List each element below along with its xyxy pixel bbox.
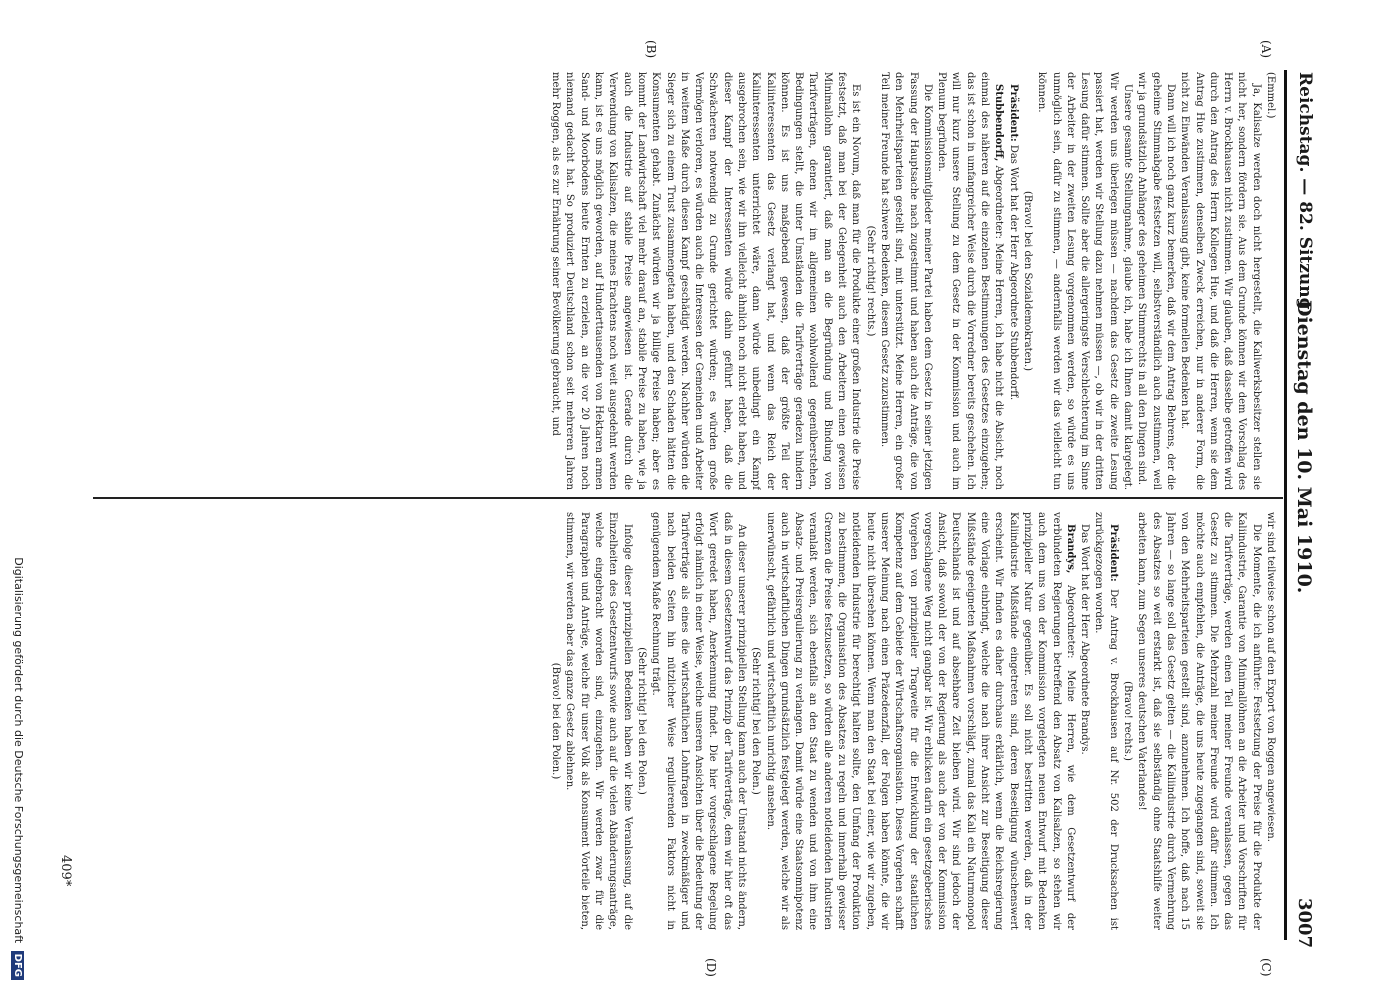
paragraph: Ja, Kalisalze werden doch nicht hergestellt, die Kaliwerksbesitzer stellen sie nicht her, sondern fördern sie. Aus dem Grunde können wir dem Vorschlag des Herrn v. Brockhausen nicht zustimmen. Wir glauben, daß dasselbe getroffen wird durch den Antrag des Herrn Kollegen Hue, und daß die Herren, wenn sie dem Antrag Hue zustimmen, denselben Zweck erreichen, nur in anderer Form, die nicht zu Einwänden Veranlassung gibt, keine formellen Bedenken hat. [1179,72,1262,490]
speech-opening [934,72,1005,490]
speaker-label: Präsident: [1107,524,1119,582]
left-text-column [87,72,1277,490]
speech-text: Meine Herren, ich habe nicht die Absicht, noch einmal des näheren auf die einzelnen Bestimmungen des Gesetzes einzugehen; das ist schon in umfangreicher Weise durch die Vorredner bereits geschehen. Ich will nur kurz unsere Stellung zu dem Gesetz in der Kommission und auch im Plenum begründen. [936,72,1005,490]
statement-text: Das Wort hat der Herr Abgeordnete Stubbendorff. [1007,144,1019,401]
statement-text: Der Antrag v. Brockhausen auf Nr. 502 der Drucksachen ist zurückgezogen worden. [1093,512,1119,930]
page-number: 3007 [1294,898,1315,949]
paragraph: Infolge dieser prinzipiellen Bedenken haben wir keine Veranlassung, auf die Einzelheiten des Gesetzentwurfs sowie auch auf die vielen Abänderungsanträge, welche eingebracht worden sind, einzugehen. Wir werden zwar für die Paragraphen und Anträge, welche für unser Volk als Konsument Vorteile bieten, stimmen, wir werden aber das ganze Gesetz ablehnen. [564,512,633,930]
margin-marker-c: (C) [1259,958,1273,977]
reaction-note: (Sehr richtig! rechts.) [864,225,876,337]
dfg-logo: DFG [11,951,24,980]
paragraph: Die Momente, die ich anführte: Festsetzung der Preise für die Produkte der Kaliindustrie, Garantie von Minimallöhnen an die Arbeiter und Vorschriften für die Tarifverträge, werden einen Teil meiner Freunde veranlassen, gegen das Gesetz zu stimmen. Die Mehrzahl meiner Freunde wird dafür stimmen. Ich möchte auch empfehlen, die Anträge, die uns heute zugegangen sind, soweit sie von den Mehrheitsparteien gestellt sind, anzunehmen. Ich hoffe, daß nach 15 Jahren — so lange soll das Gesetz gelten — die Kaliindustrie durch Vermehrung des Absatzes so weit erstarkt ist, daß sie selbständig ohne Staatshilfe weiter arbeiten kann, zum Segen unseres deutschen Vaterlandes! [1136,512,1262,930]
paragraph: Unsere gesamte Stellungnahme, glaube ich, habe ich Ihnen damit klargelegt. Wir werden uns überlegen müssen — nachdem das Gesetz die zweite Lesung passiert hat, werden wir Stellung dazu nehmen müssen —, ob wir in der dritten Lesung dafür stimmen. Sollte aber die allergeringste Verschlechterung im Sinne der Arbeiter in der zweiten Lesung vorgenommen werden, so würde es uns unmöglich sein, dafür zu stimmen, — andernfalls werden wir das vielleicht tun können. [1036,72,1134,490]
margin-marker-a: (A) [1259,40,1273,59]
paragraph: Die Kommissionsmitglieder meiner Partei haben dem Gesetz in seiner jetzigen Fassung der Hauptsache nach zugestimmt und haben auch die Anträge, die von den Mehrheitsparteien gestellt sind, mit unterstützt. Meine Herren, ein großer Teil meiner Freunde hat schwere Bedenken, diesem Gesetz zuzustimmen. [878,72,933,490]
paragraph: Dann will ich noch ganz kurz bemerken, daß wir dem Antrag Behrens, der die geheime Stimmabgabe festsetzen will, selbstverständlich auch zustimmen, weil wir ja grundsätzlich Anhänger des geheimen Stimmrechts in all den Dingen sind. [1136,72,1176,490]
reaction-note: (Bravo! rechts.) [1122,681,1134,761]
header-rule [1284,70,1287,940]
speaker-label: Präsident: [1007,84,1019,142]
column-divider [93,497,1283,499]
page-signature: 409* [58,855,73,887]
paragraph: An dieser unserer prinzipiellen Stellung kann auch der Umstand nichts ändern, daß in diesem Gesetzentwurf das Prinzip der Tarifverträge, dem wir hier oft das Wort geredet haben, Anerkennung findet. Die hier vorgeschlagene Regelung erfolgt nämlich in einer Weise, welche unseren Ansichten über die Bedeutung der Tarifverträge als eines die wirtschaftlichen Lohnfragen in zweckmäßiger und nach beiden Seiten hin nützlicher Weise regulierenden Faktors nicht in genügendem Maße Rechnung trägt. [650,512,748,930]
reaction-note: (Sehr richtig! bei den Polen.) [750,647,762,795]
margin-marker-d: (D) [704,958,718,977]
president-statement [1005,72,1019,490]
credit-text: Digitalisierung gefördert durch die Deutsche Forschungsgemeinschaft [12,557,25,944]
speaker-label: Brandys, [1064,524,1076,574]
paragraph: wir sind teilweise schon auf den Export von Roggen angewiesen. [1265,512,1276,842]
speaker-role: Abgeordneter: [1064,584,1076,659]
running-header-session: Reichstag. — 82. Sitzung. [1295,72,1315,316]
speaker-continuation: (Emmel.) [1265,72,1276,119]
paragraph: Das Wort hat der Herr Abgeordnete Brandys. [1079,524,1091,755]
speech-text: Meine Herren, wie dem Gesetzentwurf der verbündeten Regierungen betreffend den Absatz von Kalisalzen, so stehen wir auch dem uns von der Kommission vorgelegten neuen Entwurf mit Bedenken prinzipieller Natur gegenüber. Es soll nicht bestritten werden, daß in der Kaliindustrie Mißstände eingetreten sind, deren Beseitigung wünschenswert erscheint. Wir finden es daher durchaus erklärlich, wenn die Reichsregierung eine Vorlage einbringt, welche die nach ihrer Ansicht zur Beseitigung dieser Mißstände geeigneten Maßnahmen vorschlägt, zumal das Kali ein Naturmonopol Deutschlands ist und auf absehbare Zeit bleiben wird. Wir sind jedoch der Ansicht, daß sowohl der von der Regierung als auch der von der Kommission vorgeschlagene Weg nicht gangbar ist. Wir erblicken darin ein gesetzgeberisches Vorgehen von prinzipieller Tragweite für die Entwicklung der staatlichen Kompetenz auf dem Gebiete der Wirtschaftsorganisation. Dieses Vorgehen schafft unserer Meinung nach einen Präzedenzfall, der Folgen haben könnte, die wir heute nicht übersehen können. Wenn man den Staat bei einer, wie wir zugeben, notleidenden Industrie für berechtigt halten sollte, den Umfang der Produktion zu bestimmen, die Organisation des Absatzes zu regeln und innerhalb gewisser Grenzen die Preise festzusetzen, so würden alle anderen notleidenden Industrien veranlaßt werden, sich ebenfalls an den Staat zu wenden und von ihm eine Absatz- und Preisregulierung zu verlangen. Damit würde eine Staatsomnipotenz auch in wirtschaftlichen Dingen grundsätzlich festgelegt werden, welche wir als unerwünscht, gefährlich und wirtschaftlich unrichtig ansehen. [764,512,1076,930]
reaction-note: (Bravo! bei den Sozialdemokraten.) [1021,190,1033,372]
reaction-note: (Sehr richtig! bei den Polen.) [635,647,647,795]
margin-marker-b: (B) [644,40,658,59]
speaker-role: Abgeordneter: [993,165,1005,240]
speech-opening [762,512,1077,930]
digitization-credit [11,20,25,980]
paragraph: Es ist ein Novum, daß man für die Produkte einer großen Industrie die Preise festsetzt, daß man bei der Gelegenheit auch den Arbeitern einen gewissen Minimallohn garantiert, daß man an die Begründung und Bindung von Tarifverträgen, denen wir im allgemeinen wohlwollend gegenüberstehen, Bedingungen stellt, die unter Umständen die Tarifverträge geradezu hindern können. Es ist uns maßgebend gewesen, daß der größte Teil der Kaliinteressenten das Gesetz verlangt hat, und wenn das Reich der Kaliinteressenten unterrichtet wäre, dann würde unbedingt ein Kampf ausgebrochen sein, wie wir ihn vielleicht ähnlich noch nicht erlebt haben, und dieser Kampf der Interessenten würde dahin geführt haben, daß die Schwächeren notwendig zu Grunde gerichtet würden; es würden große Vermögen verloren, es würden auch die Interessen der Gemeinden und Arbeiter in weitem Maße durch diesen Kampf geschädigt werden. Nachher würden die Sieger sich zu einem Trust zusammengetan haben, und den Schaden hätten die Konsumenten gehabt. Zunächst würden wir ja billige Preise haben; aber es kommt der Landwirtschaft viel mehr darauf an, stabile Preise zu haben, wie ja auch die Industrie auf stabile Preise angewiesen ist. Gerade durch die Verwendung von Kalisalzen, die meines Erachtens noch weit ausgedehnt werden kann, ist es uns möglich geworden, auf Hunderttausenden von Hektaren armen Sand- und Moorbodens heute Ernten zu erzielen, an die vor 20 Jahren noch niemand gedacht hat. So produziert Deutschland schon seit mehreren Jahren mehr Roggen, als es zur Ernährung seiner Bevölkerung gebraucht, und [550,72,862,490]
speaker-label: Stubbendorff, [993,84,1005,162]
right-text-column [117,512,1277,930]
running-header-date: Dienstag den 10. Mai 1910. [1293,300,1315,594]
president-statement [1091,512,1120,930]
reaction-note: (Bravo! bei den Polen.) [550,662,562,780]
